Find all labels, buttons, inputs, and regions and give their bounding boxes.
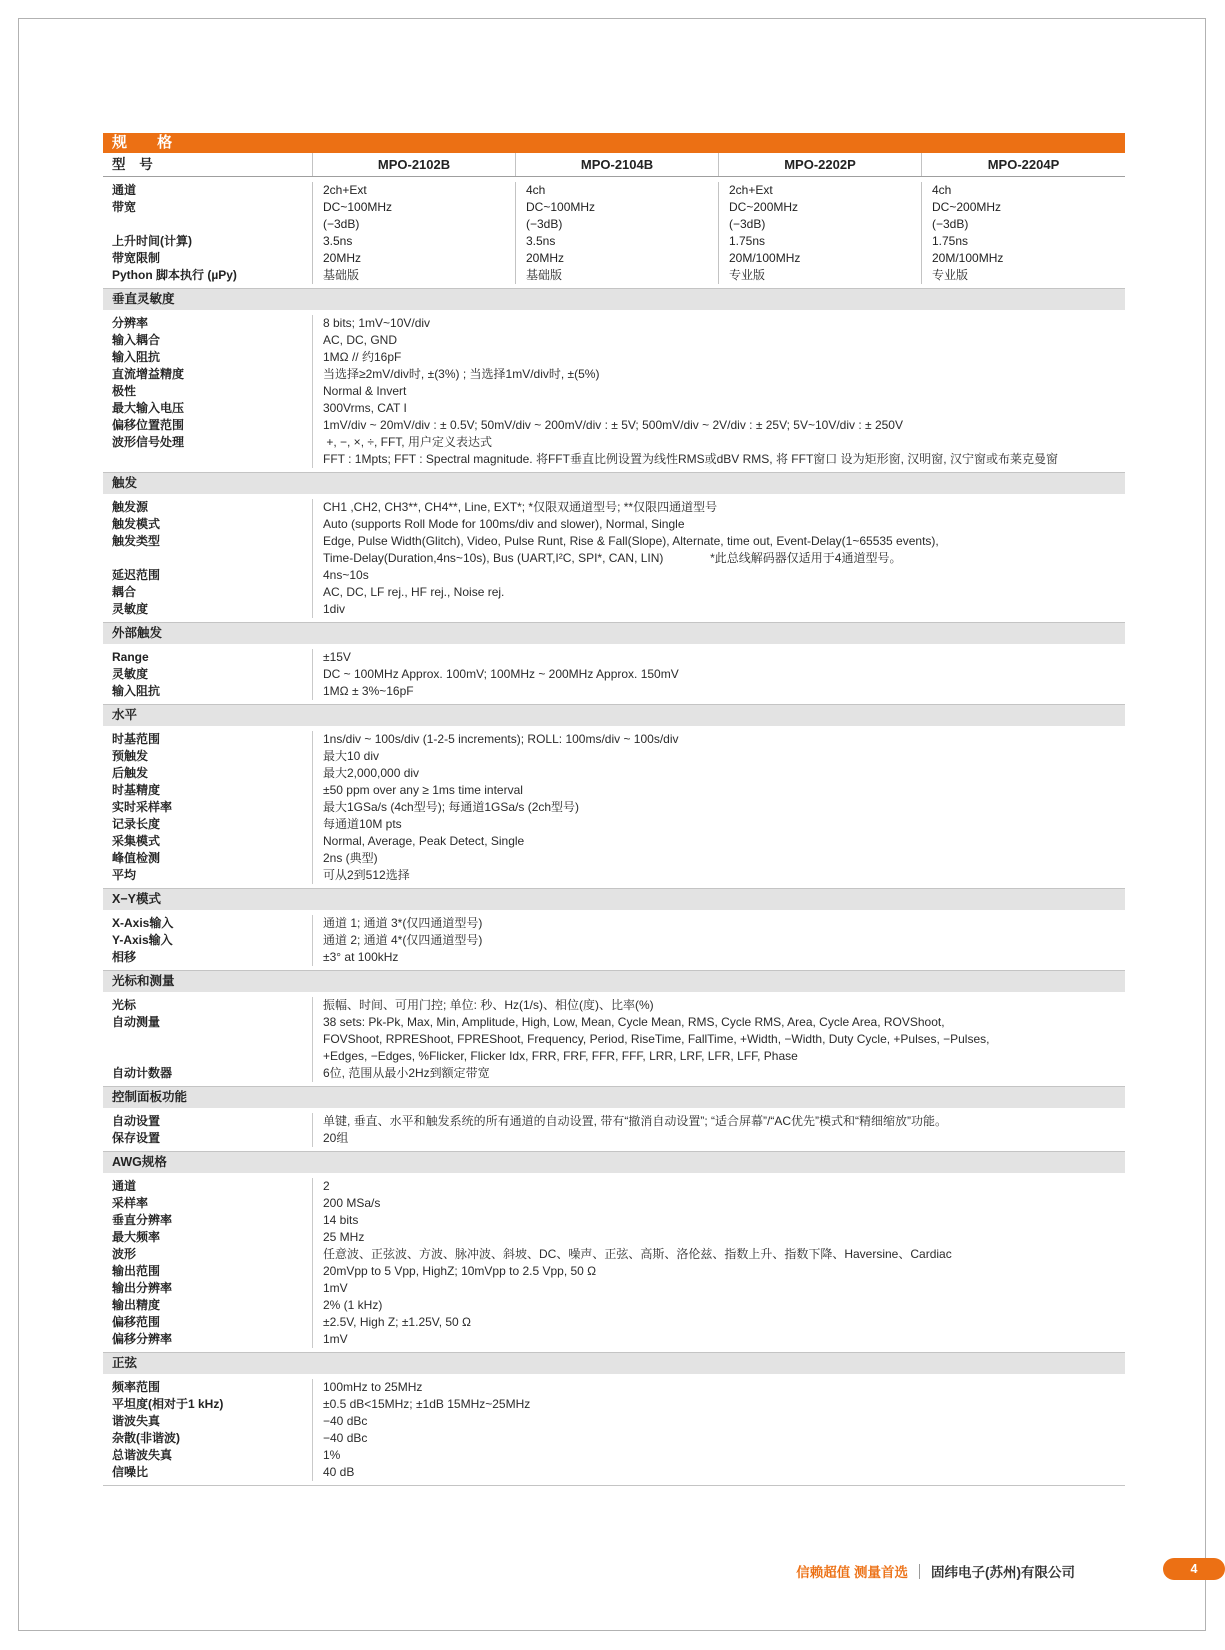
spec-row-value: +, −, ×, ÷, FFT, 用户定义表达式 (323, 435, 492, 449)
model-header-label: 型 号 (103, 153, 313, 176)
spec-cell-value: 20MHz (323, 251, 362, 265)
section-values-column (313, 1113, 1125, 1147)
spec-row-value: 14 bits (323, 1213, 359, 1227)
spec-row-label: 保存设置 (112, 1131, 161, 1145)
spec-row-label: 采样率 (112, 1196, 149, 1210)
section-labels-column (103, 499, 313, 618)
spec-row-label: 分辨率 (112, 316, 149, 330)
footer-divider (919, 1564, 920, 1579)
spec-row-label: 采集模式 (112, 834, 161, 848)
spec-cell-value: DC~200MHz (932, 200, 1002, 214)
section-values-column (313, 1379, 1125, 1481)
spec-row-label: 输入阻抗 (112, 350, 161, 364)
spec-row-label: 延迟范围 (112, 568, 161, 582)
section-values-column (313, 649, 1125, 700)
spec-row-value: 2ns (典型) (323, 851, 378, 865)
model-spec-grid (103, 177, 1125, 289)
spec-row-label: 触发模式 (112, 517, 161, 531)
spec-row-label: 波形 (112, 1247, 137, 1261)
spec-row-label: 耦合 (112, 585, 137, 599)
spec-row-value: 最大1GSa/s (4ch型号); 每通道1GSa/s (2ch型号) (323, 800, 580, 814)
spec-cell-value: DC~200MHz (729, 200, 799, 214)
spec-row-value: −40 dBc (323, 1431, 368, 1445)
spec-row-label: 频率范围 (112, 1380, 161, 1394)
spec-row-value: AC, DC, LF rej., HF rej., Noise rej. (323, 585, 505, 599)
spec-row-value: ±3° at 100kHz (323, 950, 399, 964)
spec-row-label: 总谐波失真 (112, 1448, 173, 1462)
spec-cell-value: 专业版 (729, 268, 766, 282)
spec-row-label: 通道 (112, 1179, 137, 1193)
spec-row-label: 输入耦合 (112, 333, 161, 347)
section-header: 水平 (103, 705, 1125, 726)
spec-row-value: CH1 ,CH2, CH3**, CH4**, Line, EXT*; *仅限双通道型号; **仅限四通道型号 (323, 500, 718, 514)
spec-row-value: 20组 (323, 1131, 349, 1145)
section-block (103, 1173, 1125, 1353)
section-labels-column (103, 997, 313, 1082)
section-header: AWG规格 (103, 1152, 1125, 1173)
spec-cell-value: 20M/100MHz (932, 251, 1004, 265)
spec-row-value: 1% (323, 1448, 341, 1462)
spec-row-label: 输出分辨率 (112, 1281, 173, 1295)
spec-row-label (112, 451, 312, 468)
spec-row-value: 300Vrms, CAT I (323, 401, 407, 415)
spec-row-label: 最大频率 (112, 1230, 161, 1244)
spec-row-label: 最大输入电压 (112, 401, 185, 415)
spec-row-value: 8 bits; 1mV~10V/div (323, 316, 431, 330)
spec-row-value: 40 dB (323, 1465, 355, 1479)
model-spec-values-column (313, 182, 516, 284)
spec-cell-value: 20MHz (526, 251, 565, 265)
section-block (103, 1108, 1125, 1152)
spec-row-label: 自动计数器 (112, 1066, 173, 1080)
model-spec-values-column (922, 182, 1125, 284)
section-header: 正弦 (103, 1353, 1125, 1374)
spec-row-value: Edge, Pulse Width(Glitch), Video, Pulse Runt, Rise & Fall(Slope), Alternate, time out, Event-Delay(1~65535 events), (323, 534, 939, 548)
spec-cell-value: 基础版 (323, 268, 360, 282)
footer-company-name: 固纬电子(苏州)有限公司 (931, 1565, 1075, 1580)
spec-row-label: 光标 (112, 998, 137, 1012)
spec-cell-value: 20M/100MHz (729, 251, 801, 265)
spec-row-value: 6位, 范围从最小2Hz到额定带宽 (323, 1066, 490, 1080)
spec-row-value: 通道 2; 通道 4*(仅四通道型号) (323, 933, 483, 947)
model-column-header: MPO-2202P (719, 153, 922, 176)
spec-row-label: 带宽限制 (112, 251, 161, 265)
spec-row-value: 最大2,000,000 div (323, 766, 420, 780)
model-column-header: MPO-2204P (987, 157, 1060, 172)
section-labels-column (103, 915, 313, 966)
spec-row-label: 输出范围 (112, 1264, 161, 1278)
spec-cell-value: (−3dB) (526, 217, 563, 231)
section-values-column (313, 315, 1125, 468)
spec-row-label: Python 脚本执行 (µPy) (112, 268, 237, 282)
spec-row-value: ±2.5V, High Z; ±1.25V, 50 Ω (323, 1315, 472, 1329)
spec-row-label: 平均 (112, 868, 137, 882)
spec-cell-value: 1.75ns (729, 234, 766, 248)
spec-row-label: 相移 (112, 950, 137, 964)
spec-row-label: X-Axis输入 (112, 916, 174, 930)
spec-row-value: 1mV (323, 1332, 348, 1346)
spec-row-value: 4ns~10s (323, 568, 369, 582)
section-values-column (313, 499, 1125, 618)
section-labels-column (103, 1379, 313, 1481)
page-footer (796, 1561, 1075, 1582)
spec-sheet (103, 133, 1125, 1486)
page-number-badge (1163, 1558, 1225, 1580)
spec-row-value: 1div (323, 602, 346, 616)
spec-row-label: 带宽 (112, 200, 137, 214)
spec-row-value: 1MΩ ± 3%~16pF (323, 684, 414, 698)
spec-title: 规 格 (112, 134, 186, 151)
spec-row-label: 信噪比 (112, 1465, 149, 1479)
spec-row-value: 100mHz to 25MHz (323, 1380, 423, 1394)
spec-row-label: 偏移范围 (112, 1315, 161, 1329)
spec-row-value: 任意波、正弦波、方波、脉冲波、斜坡、DC、噪声、正弦、高斯、洛伦兹、指数上升、指数下降、Haversine、Cardiac (323, 1247, 952, 1261)
spec-cell-value: 专业版 (932, 268, 969, 282)
section-header: 触发 (103, 473, 1125, 494)
spec-title-bar (103, 133, 1125, 153)
page-number: 4 (1190, 1562, 1198, 1576)
section-labels-column (103, 1113, 313, 1147)
spec-row-value: 1ns/div ~ 100s/div (1-2-5 increments); ROLL: 100ms/div ~ 100s/div (323, 732, 679, 746)
spec-row-value: 2% (1 kHz) (323, 1298, 383, 1312)
spec-cell-value: (−3dB) (323, 217, 360, 231)
spec-row-value: ±15V (323, 650, 351, 664)
spec-row-label: 自动测量 (112, 1015, 161, 1029)
spec-row-label: 直流增益精度 (112, 367, 185, 381)
section-labels-column (103, 731, 313, 884)
spec-cell-value: 基础版 (526, 268, 563, 282)
spec-cell-value: 2ch+Ext (729, 183, 773, 197)
spec-cell-value: 3.5ns (323, 234, 353, 248)
spec-row-label: 实时采样率 (112, 800, 173, 814)
section-values-column (313, 1178, 1125, 1348)
spec-row-label (112, 550, 312, 567)
spec-cell-value: DC~100MHz (526, 200, 596, 214)
spec-row-label: 触发类型 (112, 534, 161, 548)
spec-row-value: 每通道10M pts (323, 817, 402, 831)
spec-row-value: Auto (supports Roll Mode for 100ms/div and slower), Normal, Single (323, 517, 685, 531)
section-block (103, 644, 1125, 705)
spec-row-label: 输出精度 (112, 1298, 161, 1312)
spec-row-label: 偏移分辨率 (112, 1332, 173, 1346)
section-header: 垂直灵敏度 (103, 289, 1125, 310)
spec-cell-value: (−3dB) (932, 217, 969, 231)
spec-row-value: 38 sets: Pk-Pk, Max, Min, Amplitude, High, Low, Mean, Cycle Mean, RMS, Cycle RMS, Area, Cycle Area, ROVShoot, (323, 1015, 945, 1029)
spec-row-label: 平坦度(相对于1 kHz) (112, 1397, 224, 1411)
spec-row-value: 通道 1; 通道 3*(仅四通道型号) (323, 916, 483, 930)
spec-row-value: 1mV/div ~ 20mV/div : ± 0.5V; 50mV/div ~ 200mV/div : ± 5V; 500mV/div ~ 2V/div : ± 25V; 5V~10V/div : ± 250V (323, 418, 903, 432)
footer-slogan: 信赖超值 测量首选 (796, 1565, 908, 1580)
spec-row-label: 输入阻抗 (112, 684, 161, 698)
model-spec-labels-column (103, 182, 313, 284)
section-labels-column (103, 315, 313, 468)
section-values-column (313, 731, 1125, 884)
spec-cell-value: 2ch+Ext (323, 183, 367, 197)
spec-row-value: 200 MSa/s (323, 1196, 381, 1210)
spec-row-label: 灵敏度 (112, 602, 149, 616)
spec-row-value: 当选择≥2mV/div时, ±(3%) ; 当选择1mV/div时, ±(5%) (323, 367, 600, 381)
spec-row-value: +Edges, −Edges, %Flicker, Flicker Idx, FRR, FRF, FFR, FFF, LRR, LRF, LFR, LFF, Phase (323, 1049, 798, 1063)
spec-sections (103, 289, 1125, 1486)
spec-cell-value: (−3dB) (729, 217, 766, 231)
model-spec-values-column (516, 182, 719, 284)
spec-row-value: DC ~ 100MHz Approx. 100mV; 100MHz ~ 200MHz Approx. 150mV (323, 667, 679, 681)
spec-row-value: 单键, 垂直、水平和触发系统的所有通道的自动设置, 带有“撤消自动设置”; “适合屏幕”/“AC优先”模式和“精细缩放”功能。 (323, 1114, 947, 1128)
spec-row-value: 1MΩ // 约16pF (323, 350, 402, 364)
spec-row-value: Normal & Invert (323, 384, 407, 398)
spec-cell-value: 3.5ns (526, 234, 556, 248)
spec-row-value: 最大10 div (323, 749, 380, 763)
spec-cell-value: DC~100MHz (323, 200, 393, 214)
spec-row-value: FFT : 1Mpts; FFT : Spectral magnitude. 将FFT垂直比例设置为线性RMS或dBV RMS, 将 FFT窗口 设为矩形窗, 汉明窗, 汉宁窗或布莱克曼窗 (323, 452, 1058, 466)
spec-row-label: 偏移位置范围 (112, 418, 185, 432)
spec-row-value: 振幅、时间、可用门控; 单位: 秒、Hz(1/s)、相位(度)、比率(%) (323, 998, 654, 1012)
spec-row-label: 垂直分辨率 (112, 1213, 173, 1227)
spec-row-label: 通道 (112, 183, 137, 197)
spec-row-value: FOVShoot, RPREShoot, FPREShoot, Frequency, Period, RiseTime, FallTime, +Width, −Width, Duty Cycle, +Pulses, −Pulses, (323, 1032, 990, 1046)
model-header-row (103, 153, 1125, 177)
section-labels-column (103, 649, 313, 700)
spec-row-value: Normal, Average, Peak Detect, Single (323, 834, 525, 848)
section-block (103, 726, 1125, 889)
spec-row-label: 灵敏度 (112, 667, 149, 681)
spec-row-label: Y-Axis输入 (112, 933, 173, 947)
spec-row-value: −40 dBc (323, 1414, 368, 1428)
model-column-header: MPO-2102B (313, 153, 516, 176)
spec-row-value: 可从2到512选择 (323, 868, 410, 882)
spec-row-label (112, 1031, 312, 1048)
spec-row-label: 时基范围 (112, 732, 161, 746)
spec-row-label: 谐波失真 (112, 1414, 161, 1428)
spec-row-label: 杂散(非谐波) (112, 1431, 180, 1445)
section-block (103, 1374, 1125, 1486)
spec-row-label (112, 1048, 312, 1065)
section-block (103, 910, 1125, 971)
model-spec-values-column (719, 182, 922, 284)
spec-row-value: 20mVpp to 5 Vpp, HighZ; 10mVpp to 2.5 Vpp, 50 Ω (323, 1264, 597, 1278)
spec-row-value: AC, DC, GND (323, 333, 398, 347)
spec-row-label: 自动设置 (112, 1114, 161, 1128)
spec-row-value: ±0.5 dB<15MHz; ±1dB 15MHz~25MHz (323, 1397, 531, 1411)
spec-row-label: 上升时间(计算) (112, 234, 192, 248)
spec-row-label: 记录长度 (112, 817, 161, 831)
spec-row-label: 触发源 (112, 500, 149, 514)
section-header: 光标和测量 (103, 971, 1125, 992)
section-values-column (313, 997, 1125, 1082)
section-labels-column (103, 1178, 313, 1348)
spec-cell-value: 1.75ns (932, 234, 969, 248)
spec-row-label (112, 216, 312, 233)
section-block (103, 992, 1125, 1087)
model-column-header: MPO-2104B (516, 153, 719, 176)
spec-row-value: 1mV (323, 1281, 348, 1295)
spec-cell-value: 4ch (526, 183, 546, 197)
spec-row-label: 波形信号处理 (112, 435, 185, 449)
section-header: 控制面板功能 (103, 1087, 1125, 1108)
spec-row-label: 时基精度 (112, 783, 161, 797)
spec-row-value: Time-Delay(Duration,4ns~10s), Bus (UART,I²C, SPI*, CAN, LIN) *此总线解码器仅适用于4通道型号。 (323, 551, 902, 565)
spec-cell-value: 4ch (932, 183, 952, 197)
spec-row-label: 峰值检测 (112, 851, 161, 865)
section-header: 外部触发 (103, 623, 1125, 644)
spec-row-value: 2 (323, 1179, 330, 1193)
section-header: X−Y模式 (103, 889, 1125, 910)
spec-row-value: ±50 ppm over any ≥ 1ms time interval (323, 783, 523, 797)
spec-row-value: 25 MHz (323, 1230, 365, 1244)
spec-row-label: 极性 (112, 384, 137, 398)
section-block (103, 494, 1125, 623)
section-values-column (313, 915, 1125, 966)
spec-row-label: 预触发 (112, 749, 149, 763)
section-block (103, 310, 1125, 473)
spec-row-label: Range (112, 650, 149, 664)
spec-row-label: 后触发 (112, 766, 149, 780)
